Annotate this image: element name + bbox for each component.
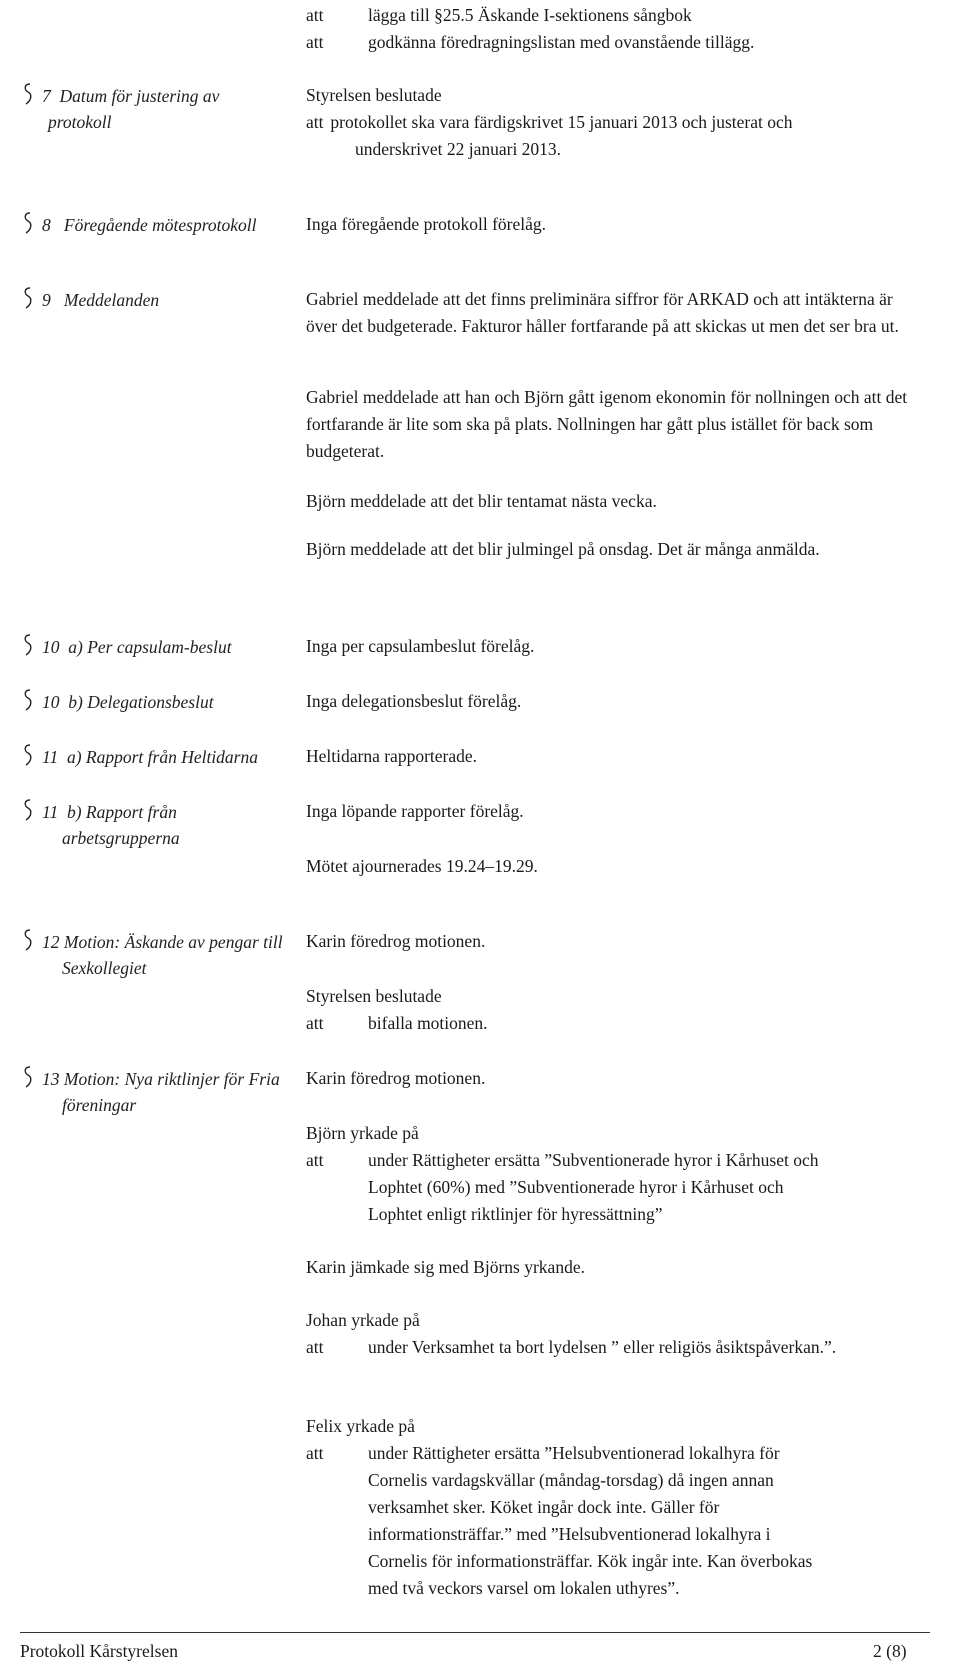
section-12-title [20,928,283,956]
att-keyword: att [306,1337,324,1357]
paragraph: Björn meddelade att det blir tentamat nästa vecka. [306,491,657,511]
section-title-line: a) Per capsulam-beslut [68,637,232,657]
paragraph: Gabriel meddelade att han och Björn gått igenom ekonomin för nollningen och att det fortfarande är lite som ska på plats. Nollningen har gått plus istället för back som budgeterat. [306,387,908,461]
section-text: Karin föredrog motionen. [306,1068,486,1088]
att-line [306,1147,818,1174]
paragraph: Karin jämkade sig med Björns yrkande. [306,1257,585,1277]
att-text: under Verksamhet ta bort lydelsen ” eller religiös åsiktspåverkan.”. [368,1337,837,1357]
section-10a-title [20,633,232,661]
section-number: 12 [42,932,60,952]
adjourn-note: Mötet ajournerades 19.24–19.29. [306,856,538,876]
section-title-line: Motion: Nya riktlinjer för Fria [63,1069,280,1089]
section-10b-title [20,688,214,716]
att-line [306,29,754,56]
section-text: Inga per capsulambeslut förelåg. [306,636,535,656]
att-keyword: att [306,1013,324,1033]
att-text: under Rättigheter ersätta ”Helsubventionerad lokalhyra för [368,1443,780,1463]
att-line [306,1334,836,1361]
page-number: 2 (8) [873,1641,907,1661]
section-sign-icon [20,798,34,822]
section-sign-icon [20,211,34,235]
section-8-title [20,211,257,239]
section-text: Karin föredrog motionen. [306,931,486,951]
section-title-line: Datum för justering av [59,86,220,106]
att-text: lägga till §25.5 Äskande I-sektionens sångbok [368,5,692,25]
section-number: 10 [42,637,60,657]
section-sign-icon [20,743,34,767]
section-11a-title [20,743,258,771]
att-keyword: att [306,5,324,25]
proposal-heading: Felix yrkade på [306,1416,415,1436]
att-keyword: att [306,1443,324,1463]
section-title-line: a) Rapport från Heltidarna [66,747,258,767]
section-title-line: protokoll [48,112,112,132]
section-text: Inga löpande rapporter förelåg. [306,801,524,821]
section-number: 13 [42,1069,60,1089]
section-title-line: b) Rapport från [66,802,177,822]
att-keyword: att [306,32,324,52]
section-number: 11 [42,802,59,822]
section-7-title [20,82,219,110]
att-text: Cornelis för informationsträffar. Kök ingår inte. Kan överbokas [368,1551,813,1571]
section-sign-icon [20,1065,34,1089]
section-number: 10 [42,692,60,712]
footer-divider [20,1632,930,1633]
section-sign-icon [20,688,34,712]
footer-title: Protokoll Kårstyrelsen [20,1641,178,1661]
section-number: 7 [42,86,51,106]
section-number: 11 [42,747,59,767]
proposal-heading: Björn yrkade på [306,1123,419,1143]
section-title-line: föreningar [62,1095,137,1115]
att-text: under Rättigheter ersätta ”Subventionerade hyror i Kårhuset och [368,1150,819,1170]
section-sign-icon [20,928,34,952]
paragraph: Björn meddelade att det blir julmingel på onsdag. Det är många anmälda. [306,539,820,559]
att-text: Lophtet enligt riktlinjer för hyressättning” [368,1204,663,1224]
att-text: protokollet ska vara färdigskrivet 15 januari 2013 och justerat och [330,112,793,132]
decision-heading: Styrelsen beslutade [306,986,442,1006]
att-text: Lophtet (60%) med ”Subventionerade hyror i Kårhuset och [368,1177,784,1197]
section-sign-icon [20,633,34,657]
att-text: verksamhet sker. Köket ingår dock inte. Gäller för [368,1497,720,1517]
att-text: Cornelis vardagskvällar (måndag-torsdag) då ingen annan [368,1470,774,1490]
section-title-line: Motion: Äskande av pengar till [63,932,283,952]
att-text: underskrivet 22 januari 2013. [355,139,562,159]
att-keyword: att [306,1150,324,1170]
section-number: 9 [42,290,51,310]
section-13-title [20,1065,280,1093]
proposal-heading: Johan yrkade på [306,1310,420,1330]
section-sign-icon [20,82,34,106]
att-line [306,1440,780,1467]
section-9-title [20,286,159,314]
att-text: bifalla motionen. [368,1013,488,1033]
section-sign-icon [20,286,34,310]
att-text: informationsträffar.” med ”Helsubventionerad lokalhyra i [368,1524,771,1544]
section-text: Inga föregående protokoll förelåg. [306,214,547,234]
att-keyword: att [306,112,324,132]
paragraph: Gabriel meddelade att det finns preliminära siffror för ARKAD och att intäkterna är över det budgeterade. Fakturor håller fortfarande på att skickas ut men det ser bra ut. [306,289,899,336]
section-title-line: Meddelanden [63,290,160,310]
section-title-line: Föregående mötesprotokoll [63,215,257,235]
section-text: Heltidarna rapporterade. [306,746,478,766]
att-text: godkänna föredragningslistan med ovanstående tillägg. [368,32,755,52]
section-title-line: arbetsgrupperna [62,828,180,848]
att-line [306,1010,488,1037]
att-line [306,109,793,136]
section-text: Inga delegationsbeslut förelåg. [306,691,522,711]
section-title-line: Sexkollegiet [62,958,147,978]
section-number: 8 [42,215,51,235]
att-line [306,2,692,29]
att-text: med två veckors varsel om lokalen uthyres”. [368,1578,680,1598]
section-title-line: b) Delegationsbeslut [68,692,214,712]
decision-heading: Styrelsen beslutade [306,85,442,105]
section-11b-title [20,798,177,826]
